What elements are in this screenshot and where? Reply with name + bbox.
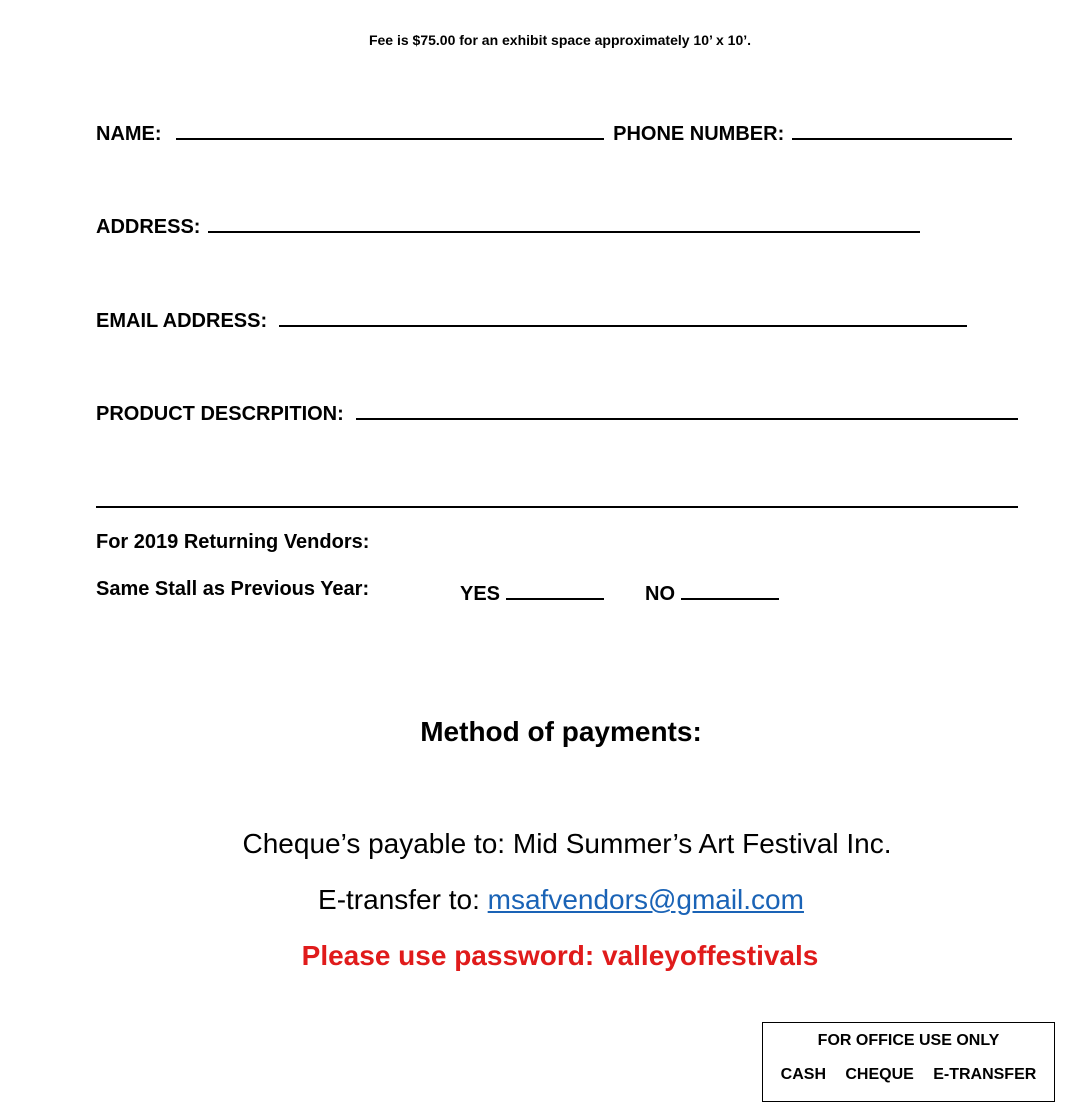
- cheque-line: Cheque’s payable to: Mid Summer’s Art Festival Inc.: [242, 828, 892, 859]
- same-stall-label: Same Stall as Previous Year:: [96, 578, 370, 600]
- product-field-continuation[interactable]: [96, 506, 1018, 508]
- name-phone-row: [96, 118, 1012, 146]
- address-field[interactable]: [208, 211, 920, 233]
- address-row: [96, 211, 920, 239]
- fee-note: Fee is $75.00 for an exhibit space approximately 10’ x 10’.: [368, 32, 752, 48]
- phone-field[interactable]: [792, 118, 1012, 140]
- yes-option: [460, 578, 604, 606]
- product-row: [96, 398, 1018, 426]
- office-use-box: [762, 1022, 1055, 1102]
- payment-heading: Method of payments:: [420, 716, 702, 747]
- phone-label: PHONE NUMBER:: [613, 123, 785, 145]
- name-field[interactable]: [176, 118, 604, 140]
- no-option: [645, 578, 779, 606]
- product-field[interactable]: [356, 398, 1018, 420]
- name-label: NAME:: [96, 123, 162, 145]
- address-label: ADDRESS:: [96, 216, 201, 238]
- office-payment-options: [763, 1066, 1054, 1084]
- yes-field[interactable]: [506, 578, 604, 600]
- email-label: EMAIL ADDRESS:: [96, 310, 268, 332]
- etransfer-line: [0, 884, 1080, 916]
- office-option-etransfer: E-TRANSFER: [933, 1066, 1037, 1083]
- etransfer-prefix: E-transfer to:: [318, 884, 480, 915]
- no-field[interactable]: [681, 578, 779, 600]
- returning-heading: For 2019 Returning Vendors:: [96, 531, 370, 553]
- office-option-cheque: CHEQUE: [845, 1066, 914, 1083]
- office-option-cash: CASH: [780, 1066, 827, 1083]
- email-row: [96, 305, 967, 333]
- product-label: PRODUCT DESCRPITION:: [96, 403, 344, 425]
- yes-label: YES: [460, 583, 501, 605]
- password-line: Please use password: valleyoffestivals: [301, 940, 819, 971]
- etransfer-email-link[interactable]: msafvendors@gmail.com: [487, 884, 804, 915]
- no-label: NO: [645, 583, 675, 605]
- email-field[interactable]: [279, 305, 967, 327]
- office-use-title: FOR OFFICE USE ONLY: [817, 1032, 1000, 1049]
